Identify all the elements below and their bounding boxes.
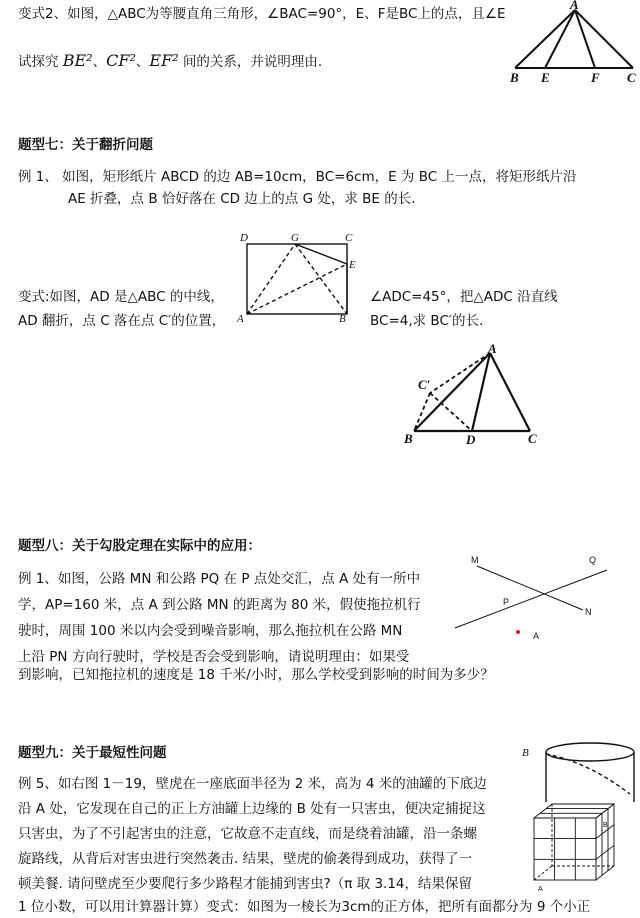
label-B: B (510, 70, 519, 85)
section7-variant-left1: 变式:如图，AD 是△ABC 的中线， (18, 289, 224, 305)
label-N: N (585, 607, 592, 617)
label-A: A (570, 0, 579, 12)
section9-line-5: 顿美餐. 请问壁虎至少要爬行多少路程才能捕到害虫?（π 取 3.14，结果保留 (18, 876, 473, 892)
sep2: 、 (135, 54, 150, 70)
variant2-line1: 变式2、如图，△ABC为等腰直角三角形，∠BAC=90°，E、F是BC上的点，且∠E (18, 6, 506, 22)
section8-line-1: 例 1、如图，公路 MN 和公路 PQ 在 P 点处交汇，点 A 处有一所中 (18, 571, 421, 587)
section9-line-4: 旋路线，从背后对害虫进行突然袭击. 结果，壁虎的偷袭得到成功，获得了一 (18, 851, 473, 867)
label-P: P (503, 597, 510, 607)
sq-cf: CF² (106, 51, 136, 70)
section9-line-3: 只害虫，为了不引起害虫的注意，它故意不走直线，而是绕着油罐，沿一条螺 (18, 826, 477, 842)
label-B: B (404, 431, 413, 446)
section8-line-3: 驶时，周围 100 米以内会受到噪音影响，那么拖拉机在公路 MN (18, 623, 403, 639)
label-A: A (488, 341, 497, 356)
variant2-line2-prefix: 试探究 (18, 54, 59, 70)
label-E: E (541, 70, 550, 85)
label-B: B (339, 313, 346, 325)
label-C: C (345, 232, 353, 244)
section7-example-line1: 例 1、 如图，矩形纸片 ABCD 的边 AB=10cm，BC=6cm，E 为 BC 上一点，将矩形纸片沿 (18, 169, 577, 185)
label-C-prime: C′ (418, 377, 431, 392)
label-M: M (471, 555, 479, 565)
rectangle-fold-figure (235, 230, 365, 325)
section8-line-5: 到影响，已知拖拉机的速度是 18 千米/小时，那么学校受到影响的时间为多少？ (18, 667, 494, 683)
section9-title: 题型九：关于最短性问题 (18, 745, 167, 761)
roads-figure (445, 548, 620, 648)
label-C: C (528, 431, 537, 446)
label-E: E (349, 259, 356, 271)
label-A: A (533, 631, 540, 641)
label-Q: Q (589, 555, 597, 565)
section8-line-4: 上沿 PN 方向行驶时，学校是否会受到影响，请说明理由：如果受 (18, 649, 410, 665)
section7-variant-right2: BC=4,求 BC′的长. (370, 313, 484, 329)
section7-variant-left2: AD 翻折，点 C 落在点 C′的位置， (18, 313, 226, 329)
section9-line-1: 例 5、如右图 1－19，壁虎在一座底面半径为 2 米，高为 4 米的油罐的下底边 (18, 776, 487, 792)
section7-example-line2: AE 折叠，点 B 恰好落在 CD 边上的点 G 处，求 BE 的长. (68, 191, 416, 207)
section8-title: 题型八：关于勾股定理在实际中的应用： (18, 538, 261, 554)
triangle-fold-figure (400, 341, 545, 447)
label-A: A (237, 313, 244, 325)
sep1: 、 (92, 54, 107, 70)
label-C: C (627, 70, 636, 85)
label-B: B (603, 822, 608, 829)
section7-title: 题型七：关于翻折问题 (18, 137, 153, 153)
label-F: F (591, 70, 600, 85)
section9-line-2: 沿 A 处，它发现在自己的正上方油罐上边缘的 B 处有一只害虫，便决定捕捉这 (18, 801, 486, 817)
school-point (516, 630, 520, 634)
label-D: D (466, 432, 476, 447)
cube-figure (528, 798, 623, 898)
cylinder-figure (518, 732, 638, 802)
section9-line-6: 1 位小数，可以用计算器计算）变式：如图为一棱长为3cm的正方体，把所有面都分为 9 个小正 (18, 899, 591, 915)
sq-ef: EF² (149, 51, 179, 70)
section7-variant-right1: ∠ADC=45°，把△ADC 沿直线 (370, 289, 558, 305)
label-G: G (291, 232, 299, 244)
variant2-line2 (18, 50, 322, 73)
variant2-line2-suffix: 间的关系，并说明理由. (182, 54, 323, 70)
label-D: D (240, 232, 248, 244)
label-B: B (522, 747, 529, 759)
label-A: A (538, 886, 543, 893)
isosceles-triangle-figure (505, 0, 640, 85)
section8-line-2: 学，AP=160 米，点 A 到公路 MN 的距离为 80 米，假使拖拉机行 (18, 597, 421, 613)
sq-be: BE² (62, 51, 93, 70)
